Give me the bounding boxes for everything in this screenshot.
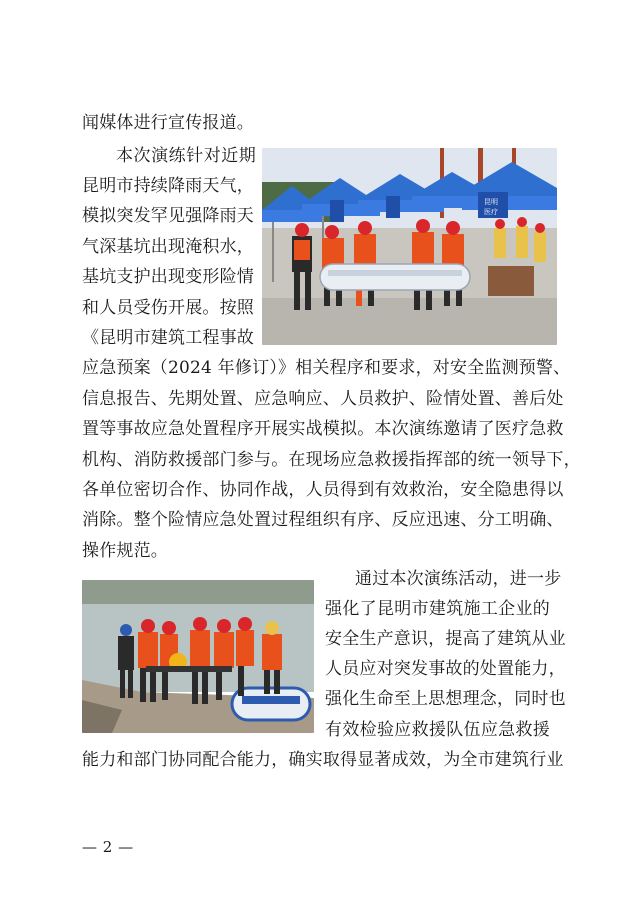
- text-line: 能力和部门协同配合能力，确实取得显著成效，为全市建筑行业: [82, 750, 564, 770]
- text-line: 《昆明市建筑工程事故: [82, 328, 254, 348]
- text-line: 有效检验应救援队伍应急救援: [325, 720, 550, 740]
- tent-sign-text: 医疗: [484, 208, 498, 216]
- text-line: 应急预案（2024 年修订）》相关程序和要求，对安全监测预警、: [82, 358, 571, 378]
- text-line: 基坑支护出现变形险情: [82, 267, 254, 287]
- text-line: 安全生产意识，提高了建筑从业: [325, 629, 566, 649]
- text-line: 消除。整个险情应急处置过程组织有序、反应迅速、分工明确、: [82, 510, 564, 530]
- text-line: 和人员受伤开展。按照: [82, 298, 254, 318]
- tent-sign-text: 昆明: [484, 198, 498, 206]
- rescue-drill-photo-tents: [262, 148, 557, 345]
- text-line: 人员应对突发事故的处置能力，: [325, 659, 566, 679]
- text-line: 各单位密切合作、协同作战，人员得到有效救治，安全隐患得以: [82, 480, 564, 500]
- photo-illustration: [262, 148, 557, 345]
- text-line: 强化生命至上思想理念，同时也: [325, 689, 566, 709]
- text-line: 气深基坑出现淹积水，: [82, 237, 254, 257]
- text-line: 信息报告、先期处置、应急响应、人员救护、险情处置、善后处: [82, 389, 564, 409]
- text-line: 模拟突发罕见强降雨天: [82, 206, 254, 226]
- rescue-drill-photo-water: [82, 580, 314, 733]
- text-line: 强化了昆明市建筑施工企业的: [325, 599, 550, 619]
- text-line: 闻媒体进行宣传报道。: [82, 113, 254, 133]
- text-line: 通过本次演练活动，进一步: [355, 569, 562, 589]
- text-line: 置等事故应急处置程序开展实战模拟。本次演练邀请了医疗急救: [82, 419, 564, 439]
- text-line: 本次演练针对近期: [116, 146, 256, 166]
- text-line: 操作规范。: [82, 541, 168, 561]
- photo-illustration: [82, 580, 314, 733]
- page-number: — 2 —: [82, 838, 134, 856]
- text-line: 昆明市持续降雨天气，: [82, 176, 254, 196]
- text-line: 机构、消防救援部门参与。在现场应急救援指挥部的统一领导下，: [82, 450, 581, 470]
